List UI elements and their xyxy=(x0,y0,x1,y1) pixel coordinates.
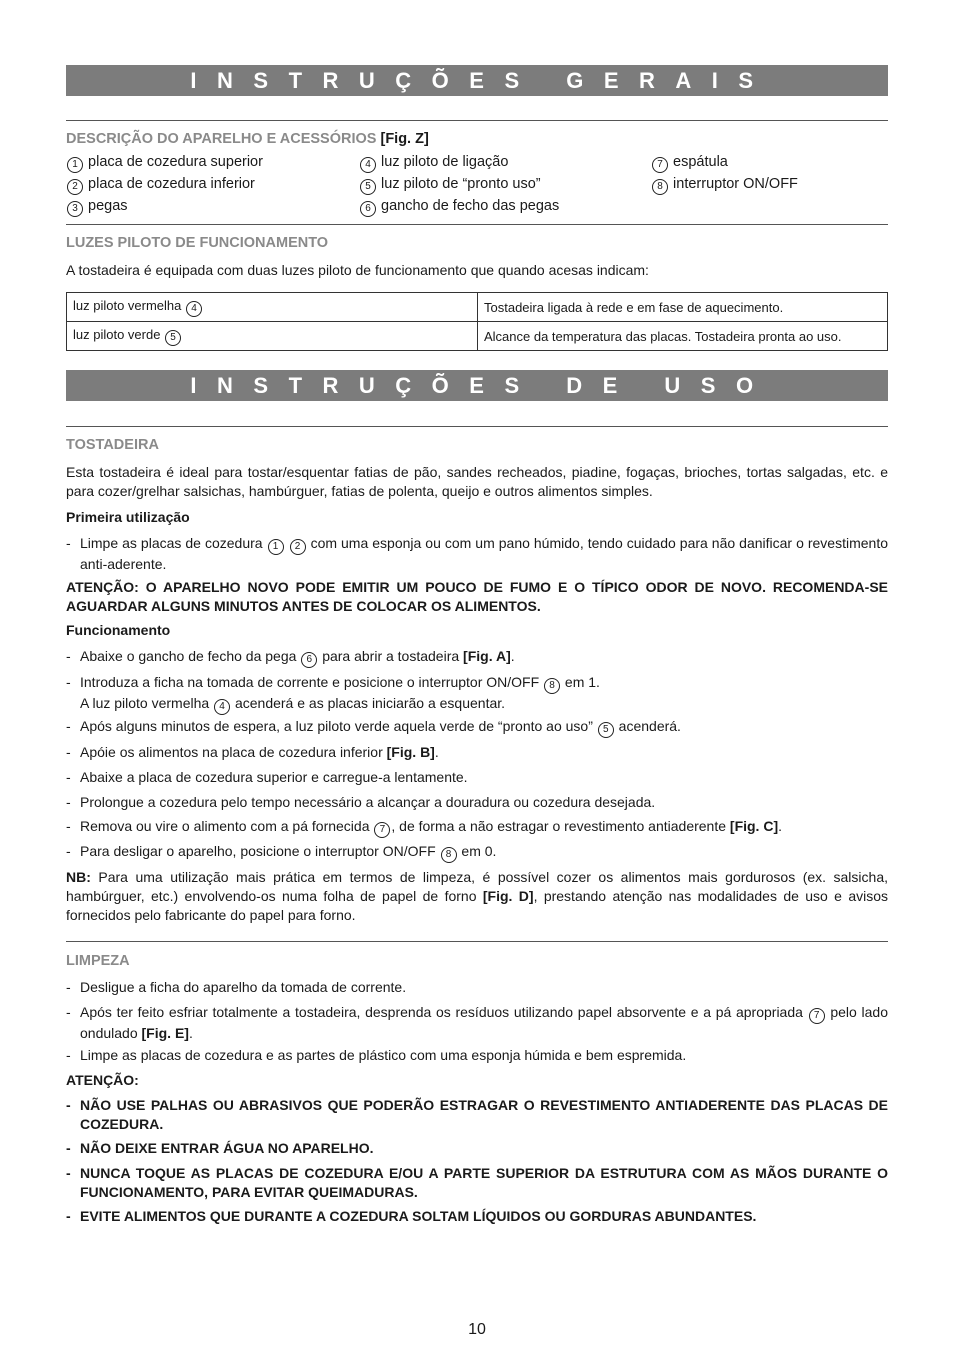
light-number: 5 xyxy=(165,330,181,346)
operation-item xyxy=(66,842,888,863)
bullet-dash: - xyxy=(66,718,71,734)
operation-item xyxy=(66,817,888,838)
page-number: 10 xyxy=(468,1321,486,1338)
first-use-item xyxy=(66,534,888,574)
accessory-number: 5 xyxy=(360,179,376,195)
operation-title: Funcionamento xyxy=(66,622,171,638)
accessory-item xyxy=(66,173,263,195)
text: Abaixe a placa de cozedura superior e carregue-a lentamente. xyxy=(80,769,468,785)
text: . xyxy=(510,648,515,664)
text: , prestando atenção nas modalidades de uso e avisos fornecidos pelo fabricante do papel para forno. xyxy=(66,888,889,923)
bullet-dash: - xyxy=(66,1208,71,1224)
accessory-number: 1 xyxy=(67,157,83,173)
text: acenderá. xyxy=(618,718,681,734)
text: para abrir a tostadeira xyxy=(322,648,460,664)
table-cell: Alcance da temperatura das placas. Tostadeira pronta ao uso. xyxy=(478,322,888,351)
text: , de forma a não estragar o revestimento antiaderente xyxy=(391,818,727,834)
text: em 0. xyxy=(461,843,497,859)
text: Para uma utilização mais prática em termos de limpeza, é possível cozer os alimentos mais gordurosos (ex. salsicha, hambúrguer, etc.) envolvendo-os numa folha de papel de forno xyxy=(66,869,888,904)
part-number: 7 xyxy=(374,822,390,838)
text: NÃO USE PALHAS OU ABRASIVOS QUE PODERÃO ESTRAGAR O REVESTIMENTO ANTIADERENTE DAS PLACAS DE COZEDURA. xyxy=(80,1097,888,1132)
bullet-dash: - xyxy=(66,648,71,664)
light-number: 4 xyxy=(186,301,202,317)
bullet-dash: - xyxy=(66,794,71,810)
accessory-number: 8 xyxy=(652,179,668,195)
text: NÃO DEIXE ENTRAR ÁGUA NO APARELHO. xyxy=(80,1140,374,1156)
accessory-label: luz piloto de ligação xyxy=(381,154,509,170)
accessory-number: 2 xyxy=(67,179,83,195)
operation-item xyxy=(66,768,888,787)
text: Remova ou vire o alimento com a pá fornecida xyxy=(80,818,370,834)
table-cell xyxy=(67,293,478,322)
text: Prolongue a cozedura pelo tempo necessário a alcançar a douradura ou cozedura desejada. xyxy=(80,794,656,810)
cleaning-item xyxy=(66,978,888,997)
accessory-label: luz piloto de “pronto uso” xyxy=(381,176,541,192)
accessory-number: 4 xyxy=(360,157,376,173)
text: pelo lado ondulado xyxy=(80,1004,889,1041)
cleaning-warning xyxy=(66,1207,888,1226)
part-number: 8 xyxy=(441,847,457,863)
cleaning-item xyxy=(66,1046,888,1065)
part-number: 4 xyxy=(214,699,230,715)
bullet-dash: - xyxy=(66,1165,71,1181)
accessories-column-1 xyxy=(66,151,263,217)
text: Para desligar o aparelho, posicione o interruptor ON/OFF xyxy=(80,843,436,859)
accessory-number: 6 xyxy=(360,201,376,217)
part-number: 2 xyxy=(290,539,306,555)
accessory-label: pegas xyxy=(88,198,128,214)
bullet-dash: - xyxy=(66,1004,71,1020)
divider xyxy=(66,224,888,225)
text: em 1. xyxy=(564,674,600,690)
text: Limpe as placas de cozedura e as partes de plástico com uma esponja húmida e bem espremida. xyxy=(80,1047,687,1063)
text: Apóie os alimentos na placa de cozedura inferior xyxy=(80,744,383,760)
text: Após alguns minutos de espera, a luz piloto verde aquela verde de “pronto ao uso” xyxy=(80,718,593,734)
bullet-dash: - xyxy=(66,1047,71,1063)
section-banner-usage: INSTRUÇÕES DE USO xyxy=(66,370,888,401)
operation-item xyxy=(66,793,888,812)
text: . xyxy=(778,818,783,834)
accessories-column-3 xyxy=(651,151,798,195)
operation-item xyxy=(66,647,888,668)
cleaning-attention: ATENÇÃO: xyxy=(66,1072,139,1088)
text: com uma esponja ou com um pano húmido, tendo cuidado para não danificar o revestimento anti-aderente. xyxy=(80,535,889,572)
cleaning-warning xyxy=(66,1164,888,1202)
bullet-dash: - xyxy=(66,1140,71,1156)
accessory-item xyxy=(66,195,263,217)
divider xyxy=(66,120,888,121)
cleaning-item xyxy=(66,1003,888,1043)
text: A luz piloto vermelha xyxy=(80,695,210,711)
table-row xyxy=(67,293,888,322)
accessory-number: 3 xyxy=(67,201,83,217)
part-number: 1 xyxy=(268,539,284,555)
text: Limpe as placas de cozedura xyxy=(80,535,263,551)
accessory-label: placa de cozedura superior xyxy=(88,154,263,170)
accessory-item xyxy=(359,151,559,173)
toaster-title: TOSTADEIRA xyxy=(66,437,159,453)
part-number: 6 xyxy=(301,652,317,668)
fig-ref: [Fig. A] xyxy=(463,648,511,664)
fig-ref: [Fig. E] xyxy=(141,1025,189,1041)
accessories-fig-ref: [Fig. Z] xyxy=(380,131,429,147)
accessory-item xyxy=(66,151,263,173)
part-number: 7 xyxy=(809,1008,825,1024)
bullet-dash: - xyxy=(66,744,71,760)
text: acenderá e as placas iniciarão a esquentar. xyxy=(234,695,506,711)
bullet-dash: - xyxy=(66,818,71,834)
pilot-lights-table xyxy=(66,292,888,351)
accessories-heading xyxy=(66,131,888,147)
operation-item xyxy=(66,743,888,762)
pilot-lights-title: LUZES PILOTO DE FUNCIONAMENTO xyxy=(66,235,329,251)
fig-ref: [Fig. D] xyxy=(482,888,534,904)
warning-new-appliance: ATENÇÃO: O APARELHO NOVO PODE EMITIR UM POUCO DE FUMO E O TÍPICO ODOR DE NOVO. RECOMENDA-SE AGUARDAR ALGUNS MINUTOS ANTES DE COLOCAR OS ALIMENTOS. xyxy=(66,579,888,614)
accessory-item xyxy=(359,195,559,217)
table-cell xyxy=(67,322,478,351)
nb-note xyxy=(66,868,888,925)
accessory-label: placa de cozedura inferior xyxy=(88,176,255,192)
accessories-column-2 xyxy=(359,151,559,217)
accessory-item xyxy=(359,173,559,195)
accessory-number: 7 xyxy=(652,157,668,173)
text: NUNCA TOQUE AS PLACAS DE COZEDURA E/OU A PARTE SUPERIOR DA ESTRUTURA COM AS MÃOS DURANTE O FUNCIONAMENTO, PARA EVITAR QUEIMADURAS. xyxy=(80,1165,888,1200)
operation-item xyxy=(66,717,888,738)
text: Desligue a ficha do aparelho da tomada de corrente. xyxy=(80,979,407,995)
divider xyxy=(66,426,888,427)
text: Após ter feito esfriar totalmente a tostadeira, desprenda os resíduos utilizando papel absorvente e a pá apropriada xyxy=(80,1004,803,1020)
cleaning-title: LIMPEZA xyxy=(66,953,130,969)
text: Introduza a ficha na tomada de corrente e posicione o interruptor ON/OFF xyxy=(80,674,540,690)
nb-label: NB: xyxy=(66,869,91,885)
light-name: luz piloto verde xyxy=(73,326,161,342)
text: . xyxy=(434,744,439,760)
fig-ref: [Fig. B] xyxy=(386,744,435,760)
first-use-title: Primeira utilização xyxy=(66,509,190,525)
accessory-label: espátula xyxy=(673,154,728,170)
toaster-intro: Esta tostadeira é ideal para tostar/esquentar fatias de pão, sandes recheados, piadine, fogaças, brioches, tortas salgadas, etc. e para cozer/grelhar salsichas, hambúrguer, fatias de polenta, queijo e outros alimentos simples. xyxy=(66,464,888,499)
bullet-dash: - xyxy=(66,843,71,859)
bullet-dash: - xyxy=(66,1097,71,1113)
text: EVITE ALIMENTOS QUE DURANTE A COZEDURA SOLTAM LÍQUIDOS OU GORDURAS ABUNDANTES. xyxy=(80,1208,757,1224)
light-name: luz piloto vermelha xyxy=(73,297,182,313)
text: Abaixe o gancho de fecho da pega xyxy=(80,648,297,664)
table-cell: Tostadeira ligada à rede e em fase de aquecimento. xyxy=(478,293,888,322)
divider xyxy=(66,941,888,942)
bullet-dash: - xyxy=(66,979,71,995)
operation-item xyxy=(66,673,888,715)
cleaning-warning xyxy=(66,1139,888,1158)
text: . xyxy=(188,1025,193,1041)
accessories-title: DESCRIÇÃO DO APARELHO E ACESSÓRIOS xyxy=(66,131,377,147)
table-row xyxy=(67,322,888,351)
pilot-lights-intro: A tostadeira é equipada com duas luzes piloto de funcionamento que quando acesas indicam: xyxy=(66,262,649,278)
bullet-dash: - xyxy=(66,535,71,551)
bullet-dash: - xyxy=(66,674,71,690)
fig-ref: [Fig. C] xyxy=(729,818,779,834)
part-number: 5 xyxy=(598,722,614,738)
accessory-item xyxy=(651,151,798,173)
accessory-label: interruptor ON/OFF xyxy=(673,176,798,192)
accessory-item xyxy=(651,173,798,195)
part-number: 8 xyxy=(544,678,560,694)
cleaning-warning xyxy=(66,1096,888,1134)
bullet-dash: - xyxy=(66,769,71,785)
section-banner-general: INSTRUÇÕES GERAIS xyxy=(66,65,888,96)
accessory-label: gancho de fecho das pegas xyxy=(381,198,560,214)
